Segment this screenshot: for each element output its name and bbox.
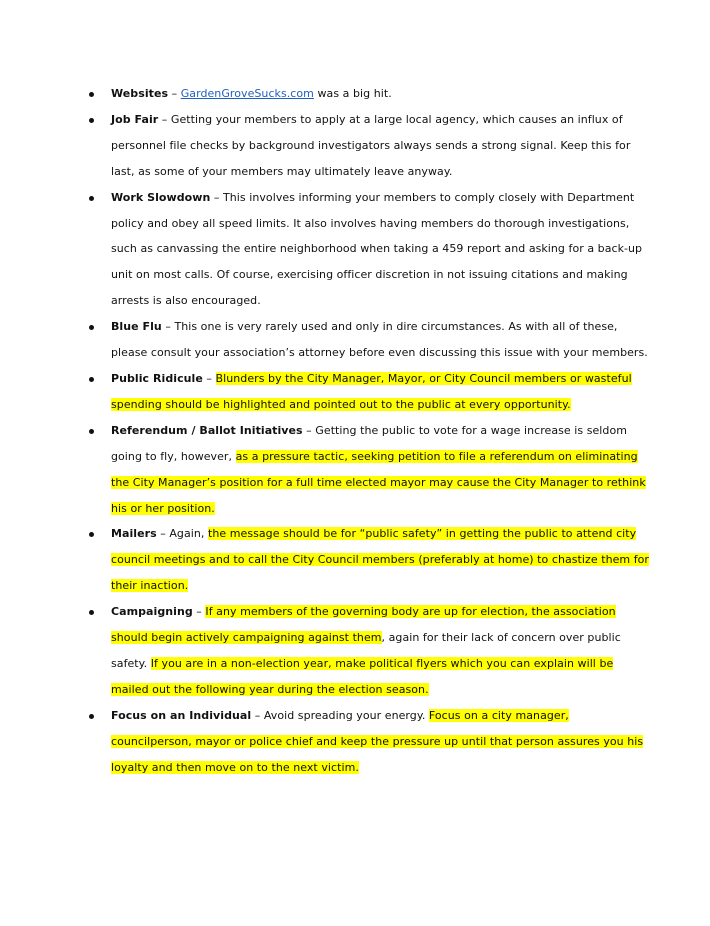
item-term: Websites — [111, 87, 169, 100]
bullet-icon — [89, 429, 94, 434]
list-item-referendum — [89, 418, 649, 522]
item-separator: – — [156, 527, 170, 541]
highlighted-text: If you are in a non-election year, make political flyers which you can explain will be mailed out the following year during the election season. — [111, 656, 614, 696]
highlighted-text: as a pressure tactic, seeking petition to file a referendum on eliminating the City Manager’s position for a full time elected mayor may cause the City Manager to rethink his or her position. — [111, 449, 646, 515]
item-text: Again, — [169, 527, 208, 541]
item-separator: – — [202, 371, 216, 385]
bullet-icon — [89, 196, 94, 201]
list-item-public-ridicule — [89, 366, 649, 418]
highlighted-text: the message should be for “public safety” in getting the public to attend city council meetings and to call the City Council members (preferably at home) to chastize them for their inaction. — [111, 527, 649, 593]
bullet-icon — [89, 532, 94, 537]
bullet-icon — [89, 118, 94, 123]
item-separator: – — [161, 320, 175, 334]
item-term: Work Slowdown — [111, 190, 211, 204]
item-term: Job Fair — [111, 112, 159, 126]
item-term: Focus on an Individual — [111, 708, 252, 722]
list-item-focus-individual — [89, 703, 649, 781]
item-term: Mailers — [111, 527, 157, 541]
website-link[interactable]: GardenGroveSucks.com — [180, 87, 314, 100]
list-item-job-fair — [89, 107, 649, 185]
item-separator: – — [168, 87, 181, 100]
bullet-icon — [89, 325, 94, 330]
item-text: Getting your members to apply at a large local agency, which causes an influx of personnel file checks by background investigators always sends a strong signal. Keep this for last, as some of your members may ultimately leave anyway. — [111, 112, 631, 178]
item-text: This one is very rarely used and only in dire circumstances. As with all of these, please consult your association’s attorney before even discussing this issue with your members. — [111, 320, 648, 360]
item-separator: – — [302, 423, 316, 437]
item-text: Avoid spreading your energy. — [263, 708, 429, 722]
list-item-campaigning — [89, 599, 649, 703]
item-text: , again for their lack of concern over public safety. — [111, 631, 621, 670]
bullet-icon — [89, 610, 94, 615]
bullet-icon — [89, 377, 94, 382]
highlighted-text: Focus on a city manager, councilperson, mayor or police chief and keep the pressure up until that person assures you his loyalty and then move on to the next victim. — [111, 708, 644, 774]
item-separator: – — [158, 112, 171, 126]
item-text: Getting the public to vote for a wage increase is seldom going to fly, however, — [111, 423, 627, 463]
list-item-mailers — [89, 521, 649, 599]
item-separator: – — [192, 605, 206, 619]
highlighted-text: If any members of the governing body are up for election, the association should begin actively campaigning against them — [111, 605, 616, 645]
highlighted-text: Blunders by the City Manager, Mayor, or City Council members or wasteful spending should be highlighted and pointed out to the public at every opportunity. — [111, 371, 632, 411]
item-term: Public Ridicule — [111, 371, 203, 385]
tactics-list — [89, 81, 649, 780]
item-separator: – — [210, 190, 224, 204]
item-separator: – — [251, 708, 264, 722]
item-term: Campaigning — [111, 605, 193, 619]
list-item-websites — [89, 81, 649, 107]
bullet-icon — [89, 92, 94, 97]
item-text: This involves informing your members to comply closely with Department policy and obey all speed limits. It also involves having members do thorough investigations, such as canvassing the entire neighborhood when taking a 459 report and asking for a back-up unit on most calls. Of course, exercising officer discretion in not issuing citations and making arrests is also encouraged. — [111, 190, 643, 308]
item-term: Referendum / Ballot Initiatives — [111, 423, 303, 437]
list-item-blue-flu — [89, 314, 649, 366]
bullet-icon — [89, 714, 94, 719]
list-item-work-slowdown — [89, 185, 649, 315]
item-text: was a big hit. — [313, 87, 392, 100]
item-term: Blue Flu — [111, 320, 162, 334]
